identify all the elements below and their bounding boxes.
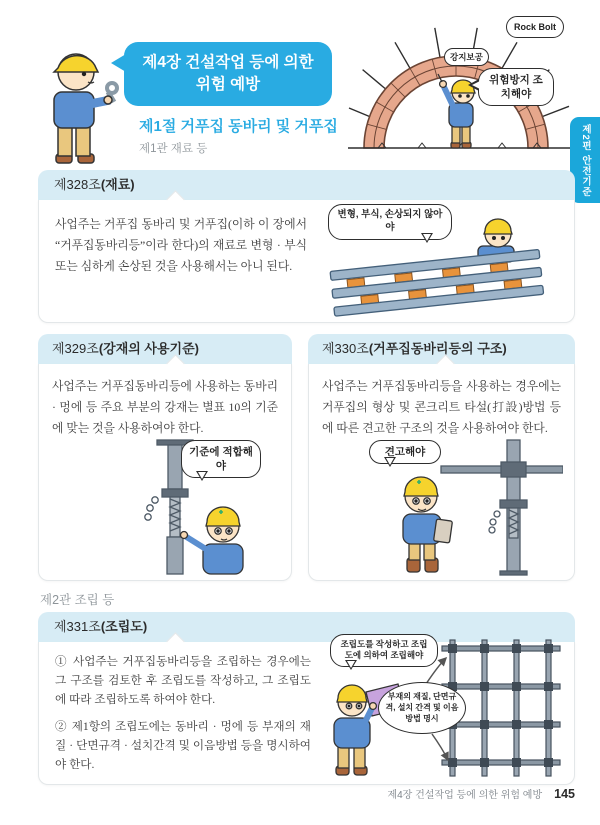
article-329-header	[38, 334, 292, 364]
article-331	[38, 612, 575, 785]
illustration-pipe-support-structure	[321, 438, 563, 576]
illustration-assembly-drawing	[314, 634, 566, 782]
article-328-name: (재료)	[100, 177, 135, 192]
article-330-body	[308, 364, 575, 581]
article-328-body	[38, 200, 575, 323]
steel-support-label: 강지보공	[444, 48, 489, 66]
article-329-name: (강재의 사용기준)	[98, 341, 199, 356]
subsection2-title: 제2관 조립 등	[40, 593, 115, 607]
article-330	[308, 334, 575, 581]
article-331-body	[38, 639, 575, 785]
subsection-title: 제1관 재료 등	[139, 143, 208, 155]
illustration-formwork-materials	[320, 204, 566, 318]
section-title: 제1절 거푸집 동바리 및 거푸집	[139, 118, 338, 135]
article-330-name: (거푸집동바리등의 구조)	[368, 341, 507, 356]
article-329-text: 사업주는 거푸집동바리등에 사용하는 동바리 · 멍에 등 주요 부분의 강재는 별표 10의 기준에 맞는 것을 사용하여야 한다.	[52, 379, 278, 435]
article-330-number: 제330조	[322, 341, 369, 356]
article-331-number: 제331조	[54, 619, 101, 634]
article-328-header	[38, 170, 575, 200]
worker-figure	[403, 477, 452, 572]
article-331-clause2: ② 제1항의 조립도에는 동바리 · 멍에 등 부재의 재질 · 단면규격 · 설치간격 및 이음방법 등을 명시하여야 한다.	[55, 720, 311, 771]
article-331-name: (조립도)	[100, 619, 148, 634]
speech-bubble-no-damage: 변형, 부식, 손상되지 않아야	[328, 204, 452, 240]
illustration-tunnel-cartoon	[348, 8, 572, 160]
article-329	[38, 334, 292, 581]
speech-bubble-must-be-solid: 견고해야	[369, 440, 441, 464]
chapter-title-line2: 위험 예방	[195, 76, 261, 93]
article-331-clause1: ① 사업주는 거푸집동바리등을 조립하는 경우에는 그 구조를 검토한 후 조립도를 작성하고, 그 조립도에 따라 조립하도록 하여야 한다.	[55, 655, 311, 706]
speech-bubble-make-assembly-drawing: 조립도를 작성하고 조립도에 의하여 조립해야	[330, 634, 438, 667]
article-328	[38, 170, 575, 323]
article-330-text: 사업주는 거푸집동바리등을 사용하는 경우에는 거푸집의 형상 및 콘크리트 타설(打設)방법 등에 따른 견고한 구조의 것을 사용하여야 한다.	[322, 379, 561, 435]
footer-chapter-title: 제4장 건설작업 등에 의한 위험 예방	[387, 790, 543, 801]
article-328-text: 사업주는 거푸집 동바리 및 거푸집(이하 이 장에서 “거푸집동바리등”이라 한다)의 재료로 변형 · 부식 또는 심하게 손상된 것을 사용해서는 아니 된다.	[55, 217, 307, 273]
speech-bubble-danger-prevention: 위험방지 조치해야	[478, 68, 554, 106]
pipe-support-beam-drawing	[321, 438, 563, 576]
footer-page-number: 145	[554, 787, 575, 801]
chapter-title-bubble	[124, 42, 332, 106]
page-footer	[387, 786, 575, 801]
article-328-number: 제328조	[54, 177, 101, 192]
illustration-pipe-support-standard	[51, 436, 279, 576]
worker-figure	[181, 507, 244, 574]
article-329-body	[38, 364, 292, 581]
chapter-title-line1: 제4장 건설작업 등에 의한	[142, 53, 314, 71]
article-329-number: 제329조	[52, 341, 99, 356]
speech-bubble-meets-standard: 기준에 적합해야	[181, 440, 261, 478]
rock-bolt-label: Rock Bolt	[506, 16, 564, 38]
speech-bubble-specify-members: 부재의 재질, 단면규격, 설치 간격 및 이음방법 명시	[378, 682, 466, 734]
side-tab-label: 제2편 안전기준	[580, 123, 591, 197]
